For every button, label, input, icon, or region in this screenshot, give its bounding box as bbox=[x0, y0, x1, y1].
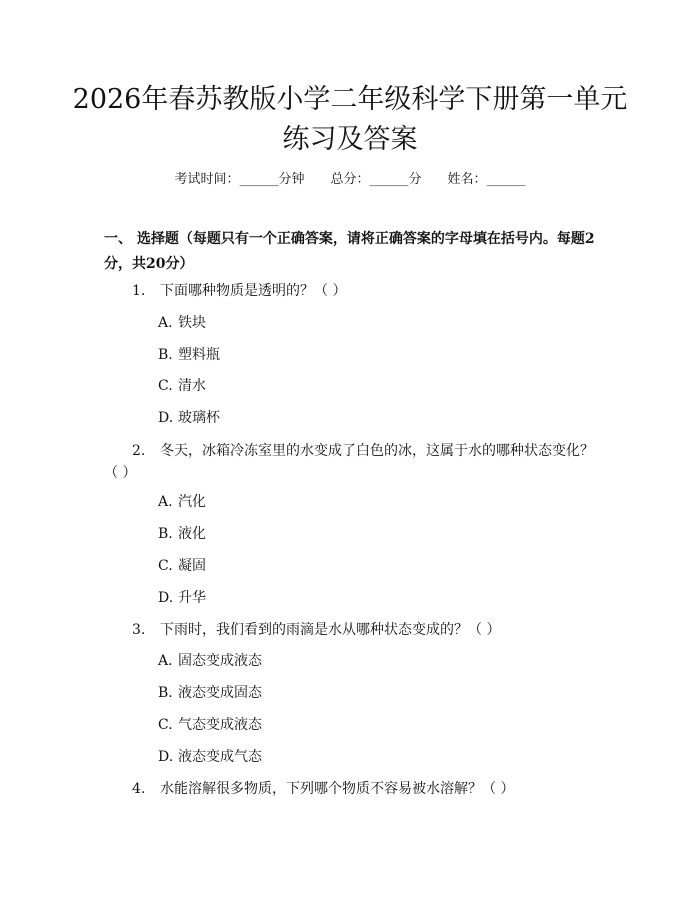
option-3d: D. 液态变成气态 bbox=[158, 749, 262, 765]
question-number: 4. bbox=[132, 781, 146, 797]
option-3b: B. 液态变成固态 bbox=[158, 685, 262, 701]
option-1d: D. 玻璃杯 bbox=[158, 410, 220, 426]
student-name: 姓名：______ bbox=[447, 172, 526, 187]
exam-total-score: 总分：______分 bbox=[330, 172, 422, 187]
question-text: 水能溶解很多物质，下列哪个物质不容易被水溶解？（ ） bbox=[160, 781, 515, 797]
question-2 bbox=[104, 440, 604, 484]
option-2b: B. 液化 bbox=[158, 526, 206, 542]
option-3a: A. 固态变成液态 bbox=[158, 653, 262, 669]
question-text: 下雨时，我们看到的雨滴是水从哪种状态变成的？（ ） bbox=[160, 622, 501, 638]
option-1a: A. 铁块 bbox=[158, 315, 206, 331]
section-heading: 一、 选择题（每题只有一个正确答案，请将正确答案的字母填在括号内。每题2分，共20分） bbox=[104, 231, 595, 272]
option-2a: A. 汽化 bbox=[158, 494, 206, 510]
question-number: 3. bbox=[132, 622, 146, 638]
option-2d: D. 升华 bbox=[158, 590, 206, 606]
exam-time: 考试时间：______分钟 bbox=[174, 172, 305, 187]
question-number: 1. bbox=[132, 283, 146, 299]
question-1 bbox=[104, 280, 604, 302]
question-text: 下面哪种物质是透明的？（ ） bbox=[160, 283, 347, 299]
question-4 bbox=[104, 778, 604, 800]
option-2c: C. 凝固 bbox=[158, 558, 206, 574]
document-title: 2026年春苏教版小学二年级科学下册第一单元练习及答案 bbox=[72, 84, 628, 155]
option-1b: B. 塑料瓶 bbox=[158, 347, 220, 363]
question-text: 冬天，冰箱冷冻室里的水变成了白色的冰，这属于水的哪种状态变化？（ ） bbox=[104, 443, 594, 481]
exam-meta bbox=[0, 168, 700, 187]
question-number: 2. bbox=[132, 443, 146, 459]
question-3 bbox=[104, 619, 604, 641]
option-1c: C. 清水 bbox=[158, 378, 206, 394]
option-3c: C. 气态变成液态 bbox=[158, 717, 262, 733]
